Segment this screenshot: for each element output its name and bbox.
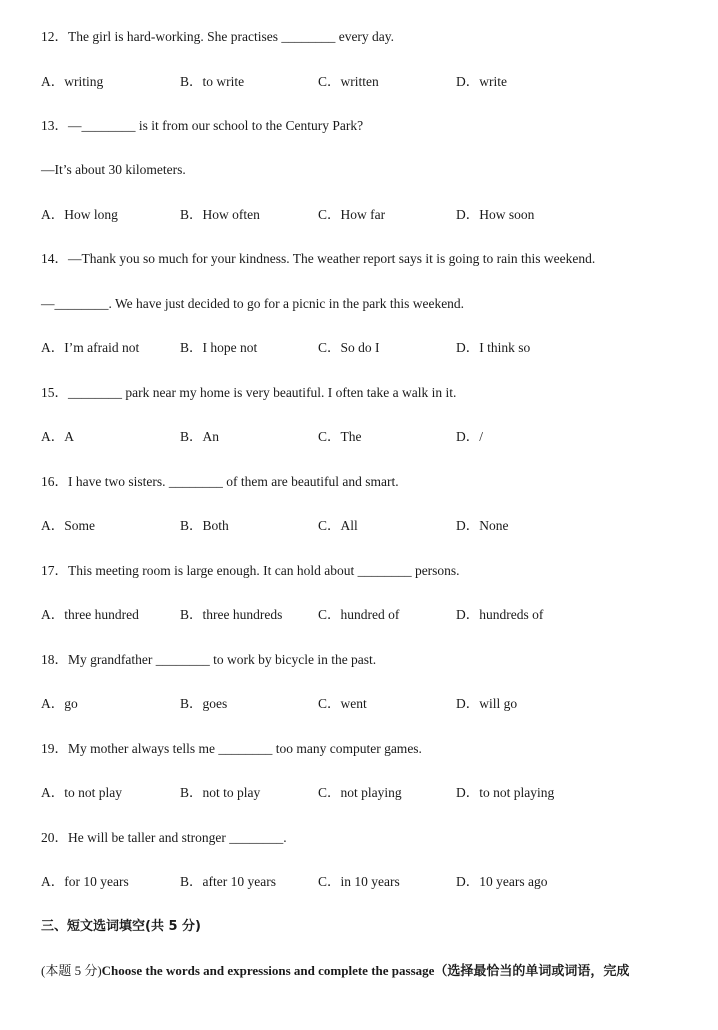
option-d: D．to not playing bbox=[456, 785, 555, 800]
question-16-stem: 16．I have two sisters. ________ of them are beautiful and smart. bbox=[41, 474, 399, 489]
question-20-options bbox=[41, 873, 681, 891]
option-a: A．writing bbox=[41, 74, 104, 89]
option-d: D．How soon bbox=[456, 207, 535, 222]
option-c: C．went bbox=[318, 696, 367, 711]
option-d: D．hundreds of bbox=[456, 607, 544, 622]
question-14-options bbox=[41, 339, 681, 357]
section-instruction bbox=[41, 962, 629, 981]
option-a: A．A bbox=[41, 429, 74, 444]
question-20-stem: 20．He will be taller and stronger ________. bbox=[41, 830, 287, 845]
question-15-stem: 15．________ park near my home is very beautiful. I often take a walk in it. bbox=[41, 385, 457, 400]
question-13-options bbox=[41, 206, 681, 224]
option-b: B．Both bbox=[180, 518, 229, 533]
option-d: D．I think so bbox=[456, 340, 531, 355]
option-d: D．write bbox=[456, 74, 507, 89]
option-d: D．10 years ago bbox=[456, 874, 548, 889]
option-a: A．for 10 years bbox=[41, 874, 129, 889]
question-17-stem: 17．This meeting room is large enough. It can hold about ________ persons. bbox=[41, 563, 460, 578]
option-c: C．So do I bbox=[318, 340, 380, 355]
option-a: A．go bbox=[41, 696, 78, 711]
option-c: C．All bbox=[318, 518, 358, 533]
question-13-response: —It’s about 30 kilometers. bbox=[41, 162, 186, 177]
question-12-options bbox=[41, 73, 681, 91]
option-c: C．hundred of bbox=[318, 607, 400, 622]
option-b: B．goes bbox=[180, 696, 228, 711]
option-c: C．written bbox=[318, 74, 379, 89]
option-a: A．How long bbox=[41, 207, 118, 222]
question-19-options bbox=[41, 784, 681, 802]
option-c: C．not playing bbox=[318, 785, 402, 800]
question-17-options bbox=[41, 606, 681, 624]
option-a: A．to not play bbox=[41, 785, 122, 800]
option-b: B．I hope not bbox=[180, 340, 258, 355]
option-d: D．will go bbox=[456, 696, 518, 711]
question-19-stem: 19．My mother always tells me ________ too many computer games. bbox=[41, 741, 422, 756]
question-16-options bbox=[41, 517, 681, 535]
question-13-stem: 13．—________ is it from our school to the Century Park? bbox=[41, 118, 364, 133]
option-a: A．three hundred bbox=[41, 607, 139, 622]
option-c: C．in 10 years bbox=[318, 874, 400, 889]
question-18-stem: 18．My grandfather ________ to work by bicycle in the past. bbox=[41, 652, 377, 667]
option-b: B．not to play bbox=[180, 785, 261, 800]
question-15-options bbox=[41, 428, 681, 446]
instruction-chinese: （选择最恰当的单词或词语，完成 bbox=[434, 964, 630, 979]
question-12-stem: 12．The girl is hard-working. She practises ________ every day. bbox=[41, 29, 395, 44]
instruction-english: Choose the words and expressions and complete the passage bbox=[101, 963, 435, 978]
question-14-response: —________. We have just decided to go for a picnic in the park this weekend. bbox=[41, 296, 465, 311]
option-b: B．An bbox=[180, 429, 220, 444]
option-c: C．The bbox=[318, 429, 362, 444]
question-14-stem: 14．—Thank you so much for your kindness. The weather report says it is going to rain this weekend. bbox=[41, 251, 596, 266]
option-a: A．I’m afraid not bbox=[41, 340, 140, 355]
option-c: C．How far bbox=[318, 207, 386, 222]
option-d: D．None bbox=[456, 518, 509, 533]
section-title: 三、短文选词填空(共 5 分) bbox=[41, 919, 201, 934]
option-b: B．three hundreds bbox=[180, 607, 283, 622]
option-b: B．to write bbox=[180, 74, 245, 89]
option-a: A．Some bbox=[41, 518, 95, 533]
option-b: B．How often bbox=[180, 207, 260, 222]
question-18-options bbox=[41, 695, 681, 713]
option-d: D．/ bbox=[456, 429, 483, 444]
instruction-prefix: (本题 5 分) bbox=[41, 963, 102, 978]
option-b: B．after 10 years bbox=[180, 874, 276, 889]
